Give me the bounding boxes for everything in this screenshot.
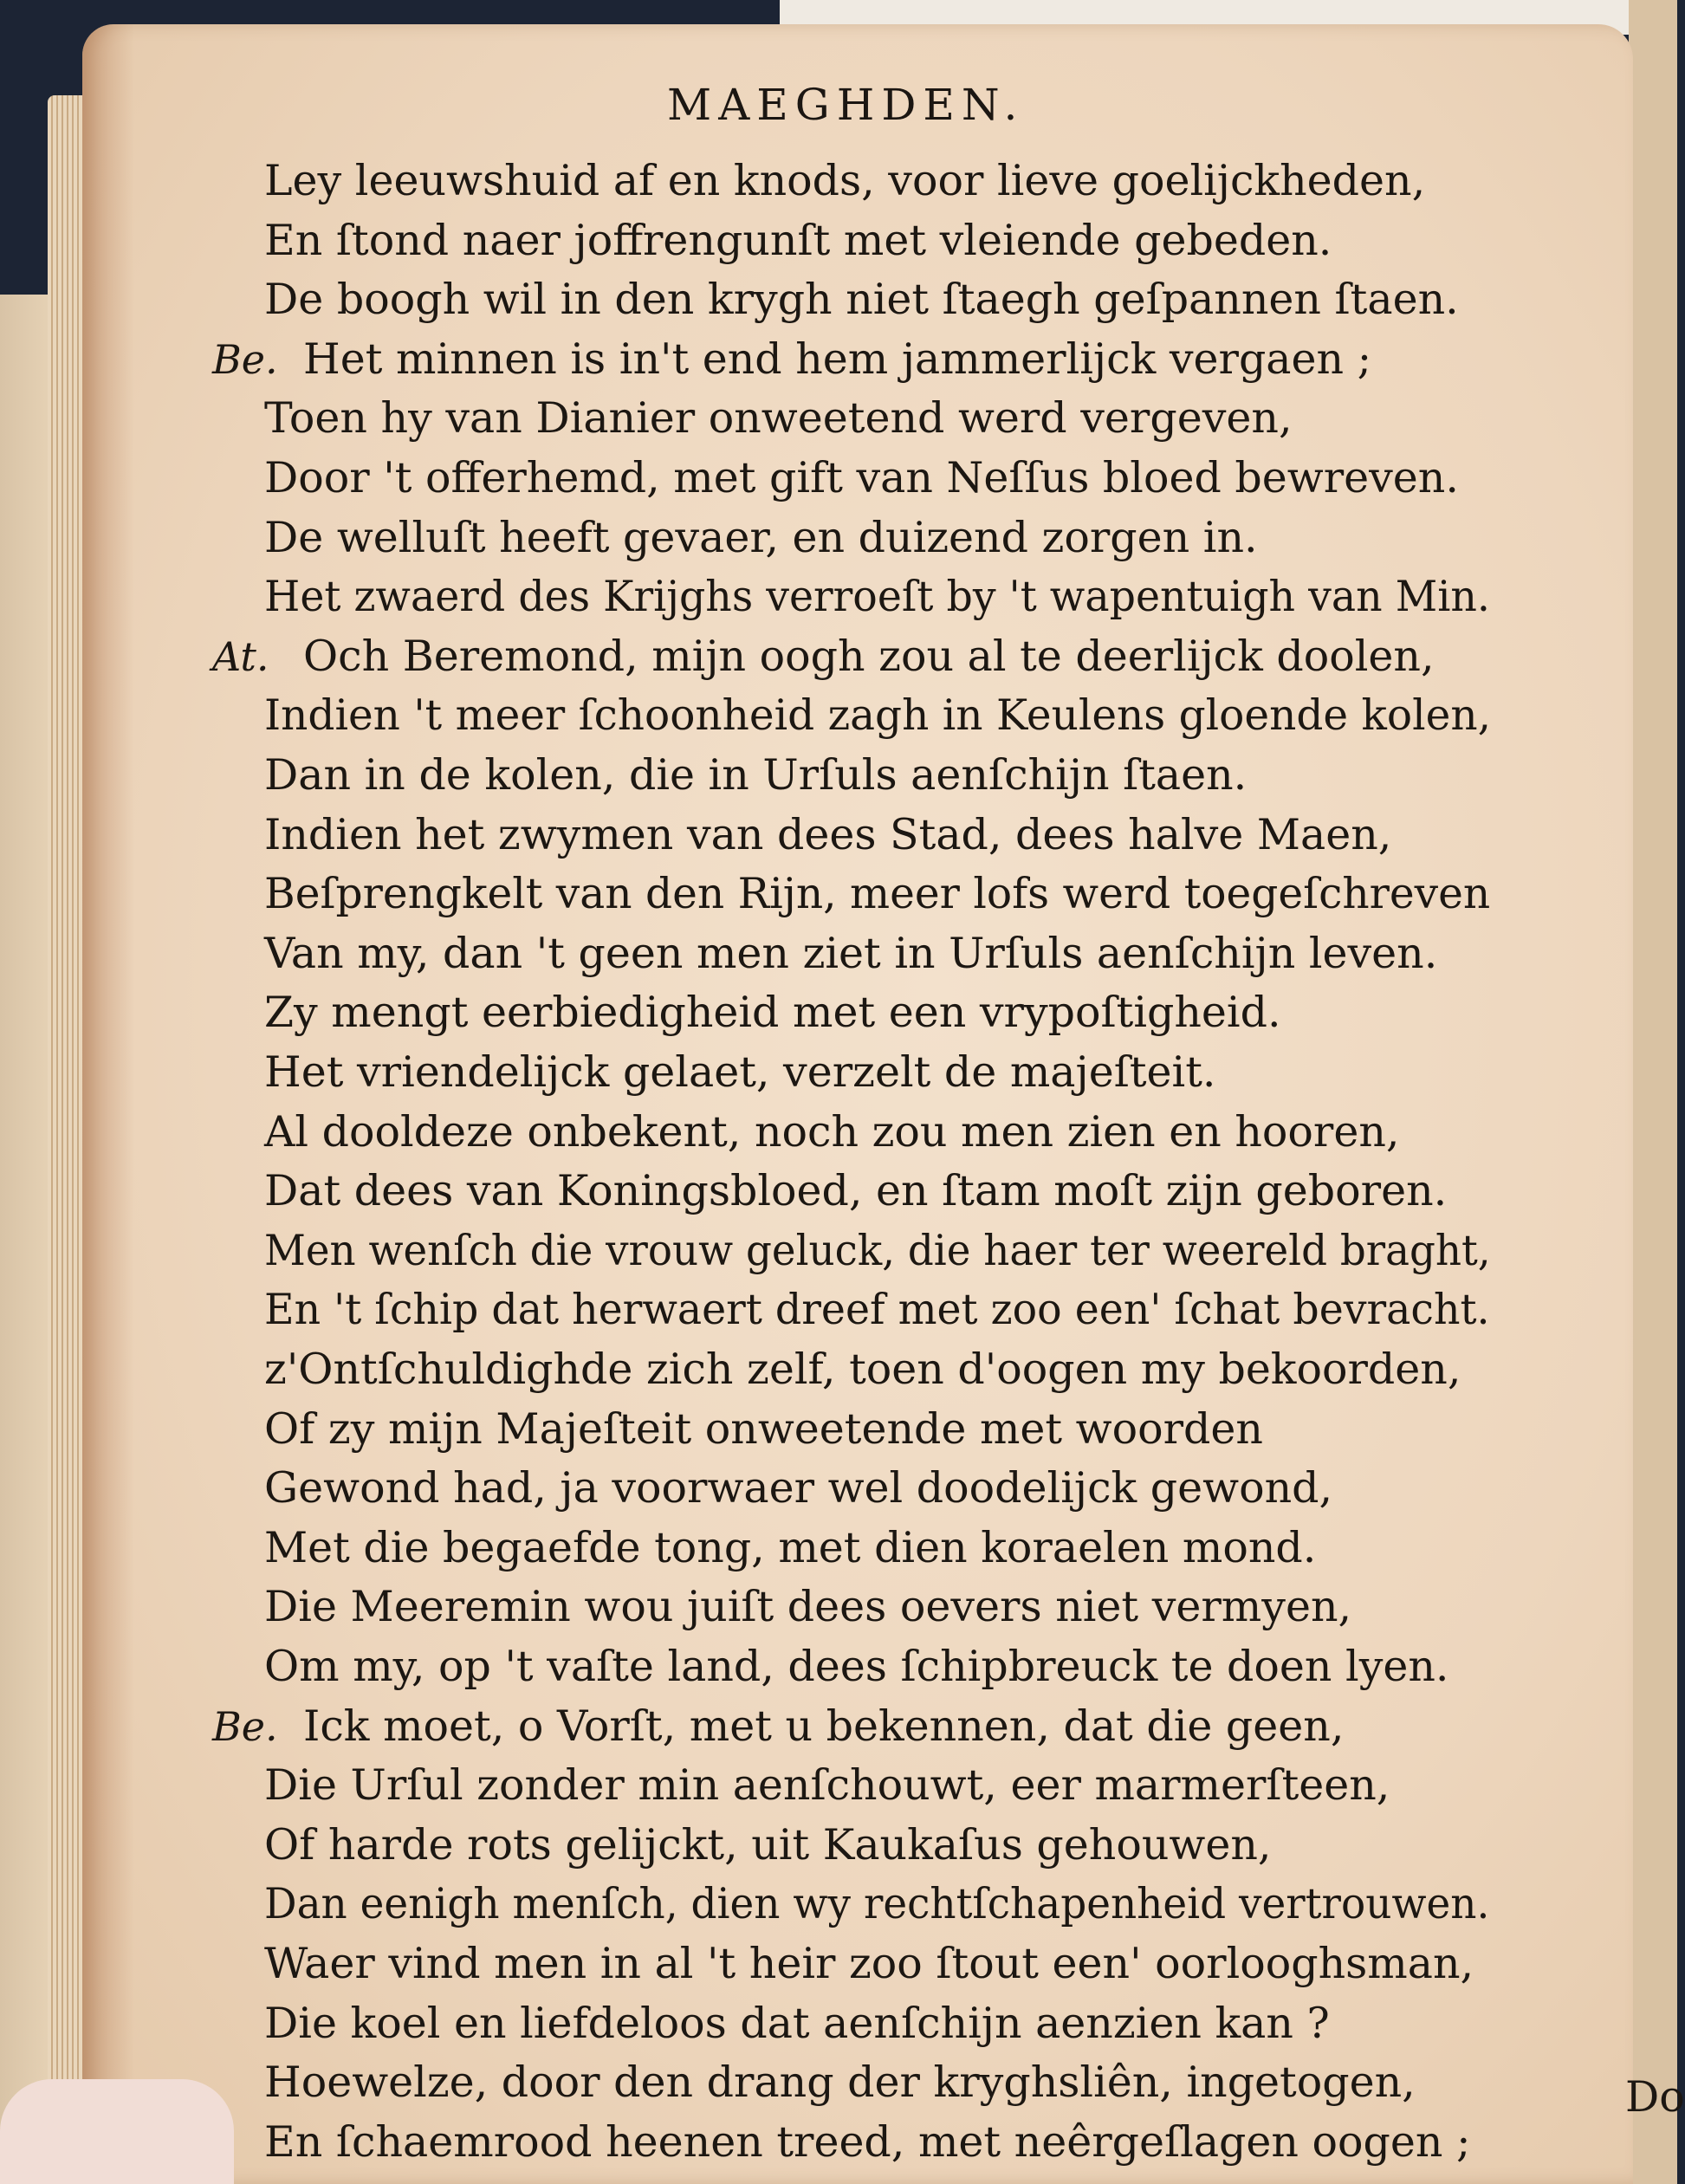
verse-line: Dan eenigh menſch, dien wy rechtſchapenheid vertrouwen. (264, 1879, 1490, 1928)
verse-line: En ſtond naer joffrengunſt met vleiende gebeden. (264, 216, 1332, 265)
verse-line: Al dooldeze onbekent, noch zou men zien en hooren, (264, 1107, 1400, 1157)
verse-line: Indien het zwymen van dees Stad, dees halve Maen, (264, 810, 1392, 859)
verse-line: Och Beremond, mijn oogh zou al te deerlijck doolen, (303, 632, 1435, 681)
verse-line: Toen hy van Dianier onweetend werd vergeven, (264, 393, 1293, 443)
verse-line: De welluſt heeft gevaer, en duizend zorgen in. (264, 513, 1258, 562)
speaker-tag: Be. (212, 336, 278, 383)
verse-line: Gewond had, ja voorwaer wel doodelijck gewond, (264, 1463, 1333, 1513)
verse-line: Hoewelze, door den drang der kryghsliên, ingetogen, (264, 2058, 1416, 2107)
verse-line: Ick moet, o Vorſt, met u bekennen, dat die geen, (303, 1701, 1345, 1751)
speaker-tag: At. (212, 633, 269, 680)
verse-line: Of harde rots gelijckt, uit Kaukaſus gehouwen, (264, 1820, 1272, 1870)
running-head: MAEGHDEN. (667, 80, 1025, 130)
verse-line: Zy mengt eerbiedigheid met een vrypoſtigheid. (264, 988, 1281, 1037)
verse-line: Het zwaerd des Krijghs verroeſt by 't wapentuigh van Min. (264, 572, 1490, 621)
verse-line: Met die begaefde tong, met dien koraelen mond. (264, 1523, 1317, 1572)
verse-line: Om my, op 't vaſte land, dees ſchipbreuck te doen lyen. (264, 1642, 1449, 1691)
verse-line: Waer vind men in al 't heir zoo ſtout een' oorlooghsman, (264, 1939, 1474, 1988)
verse-line: En 't ſchip dat herwaert dreef met zoo een' ſchat bevracht. (264, 1285, 1490, 1334)
verse-line: Men wenſch die vrouw geluck, die haer ter weereld braght, (264, 1226, 1491, 1275)
verse-line: Beſprengkelt van den Rijn, meer lofs werd toegeſchreven (264, 869, 1491, 918)
verse-line: Dat dees van Koningsbloed, en ſtam moſt zijn geboren. (264, 1166, 1448, 1215)
verse-line: z'Ontſchuldighde zich zelf, toen d'oogen my bekoorden, (264, 1345, 1461, 1394)
catchword: Do (1625, 2072, 1685, 2122)
verse-line: De boogh wil in den krygh niet ſtaegh geſpannen ſtaen. (264, 275, 1459, 324)
verse-line: Die koel en liefdeloos dat aenſchijn aenzien kan ? (264, 1999, 1330, 2048)
verse-line: Die Urſul zonder min aenſchouwt, eer marmerſteen, (264, 1760, 1390, 1810)
verse-line: Die Meeremin wou juiſt dees oevers niet vermyen, (264, 1582, 1352, 1631)
speaker-tag: Be. (212, 1703, 278, 1750)
verse-line: Van my, dan 't geen men ziet in Urſuls aenſchijn leven. (264, 929, 1438, 978)
verse-line: En ſchaemrood heenen treed, met neêrgeſlagen oogen ; (264, 2117, 1471, 2167)
verse-line: Het vriendelijck gelaet, verzelt de majeſteit. (264, 1047, 1216, 1097)
verse-line: Dan in de kolen, die in Urſuls aenſchijn ſtaen. (264, 750, 1248, 800)
page-corner (0, 2079, 234, 2184)
verse-line: Of zy mijn Majeſteit onweetende met woorden (264, 1404, 1263, 1454)
verse-line: Indien 't meer ſchoonheid zagh in Keulens gloende kolen, (264, 690, 1492, 740)
verse-line: Ley leeuwshuid af en knods, voor lieve goelijckheden, (264, 156, 1426, 205)
verse-line: Door 't offerhemd, met gift van Neſſus bloed bewreven. (264, 453, 1459, 502)
verse-line: Het minnen is in't end hem jammerlijck vergaen ; (303, 334, 1372, 384)
